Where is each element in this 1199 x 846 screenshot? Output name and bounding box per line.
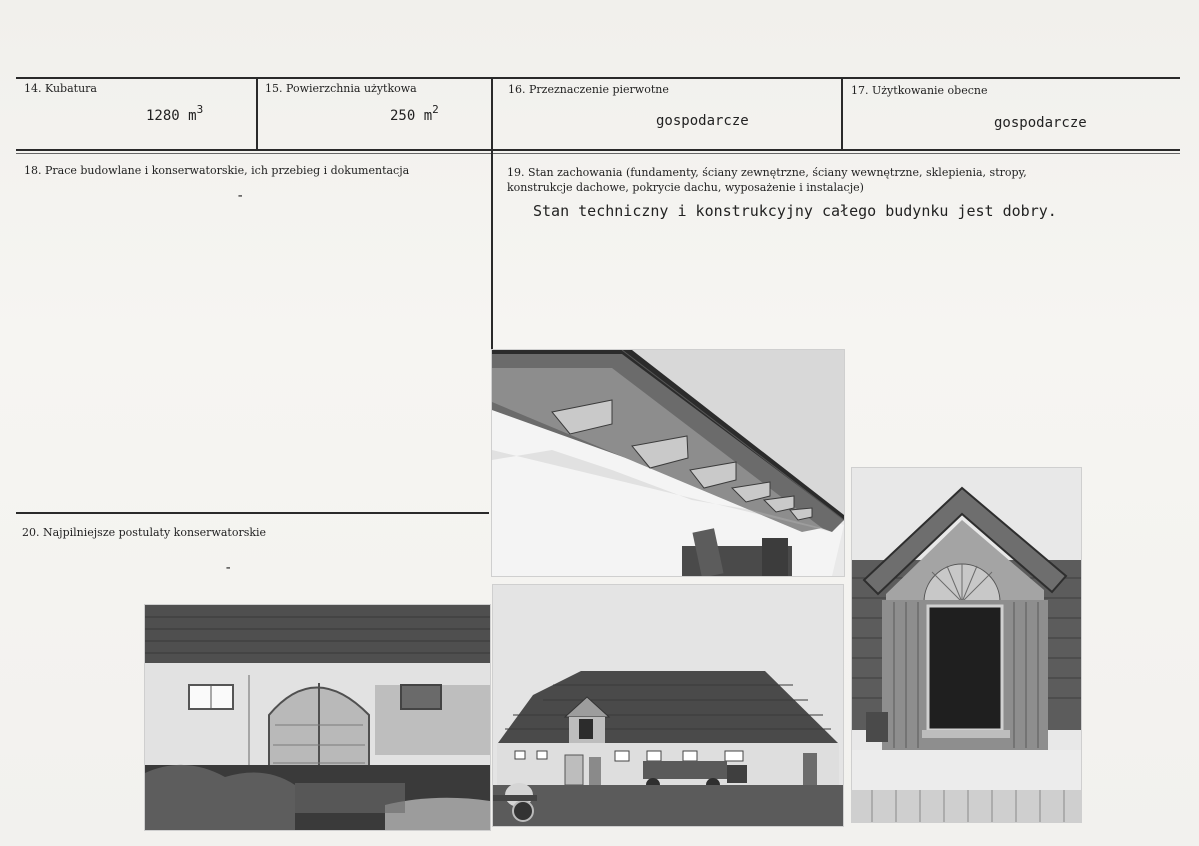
photo-dormer: [851, 467, 1082, 823]
building-image: [493, 585, 843, 826]
col-rule-2: [491, 77, 493, 351]
field-19-label-line1: 19. Stan zachowania (fundamenty, ściany zewnętrzne, ściany wewnętrzne, sklepienia, stropy,: [507, 166, 1027, 179]
field-18-value: -: [236, 188, 245, 204]
field-19-label-line2: konstrukcje dachowe, pokrycie dachu, wyposażenie i instalacje): [507, 181, 864, 194]
col-rule-3: [841, 77, 843, 150]
field-19-value: Stan techniczny i konstrukcyjny całego budynku jest dobry.: [533, 202, 1057, 220]
field-20-value: -: [224, 560, 233, 576]
col-rule-1: [256, 77, 258, 150]
field-18-label: 18. Prace budowlane i konserwatorskie, ich przebieg i dokumentacja: [24, 164, 410, 177]
top-rule: [16, 77, 1180, 79]
eaves-image: [492, 350, 844, 576]
dormer-image: [852, 468, 1081, 822]
row-rule-3: [16, 512, 489, 514]
row-rule-1: [16, 149, 1180, 151]
photo-building: [492, 584, 844, 827]
field-16-label: 16. Przeznaczenie pierwotne: [508, 83, 669, 96]
field-15-value: [390, 103, 439, 124]
field-15-label: 15. Powierzchnia użytkowa: [265, 82, 417, 95]
field-14-exponent: 3: [196, 103, 204, 116]
field-15-number: 250 m: [390, 108, 433, 124]
field-17-value: gospodarcze: [994, 115, 1087, 131]
field-15-exponent: 2: [432, 103, 439, 116]
photo-gate: [144, 604, 491, 831]
gate-image: [145, 605, 490, 830]
field-14-label: 14. Kubatura: [24, 82, 97, 95]
field-17-label: 17. Użytkowanie obecne: [851, 84, 988, 97]
field-14-value: [146, 103, 204, 124]
row-rule-2: [16, 153, 1180, 154]
field-20-label: 20. Najpilniejsze postulaty konserwatorskie: [22, 526, 267, 539]
photo-eaves: [491, 349, 845, 577]
field-16-value: gospodarcze: [656, 113, 749, 129]
field-14-number: 1280 m: [146, 108, 197, 124]
